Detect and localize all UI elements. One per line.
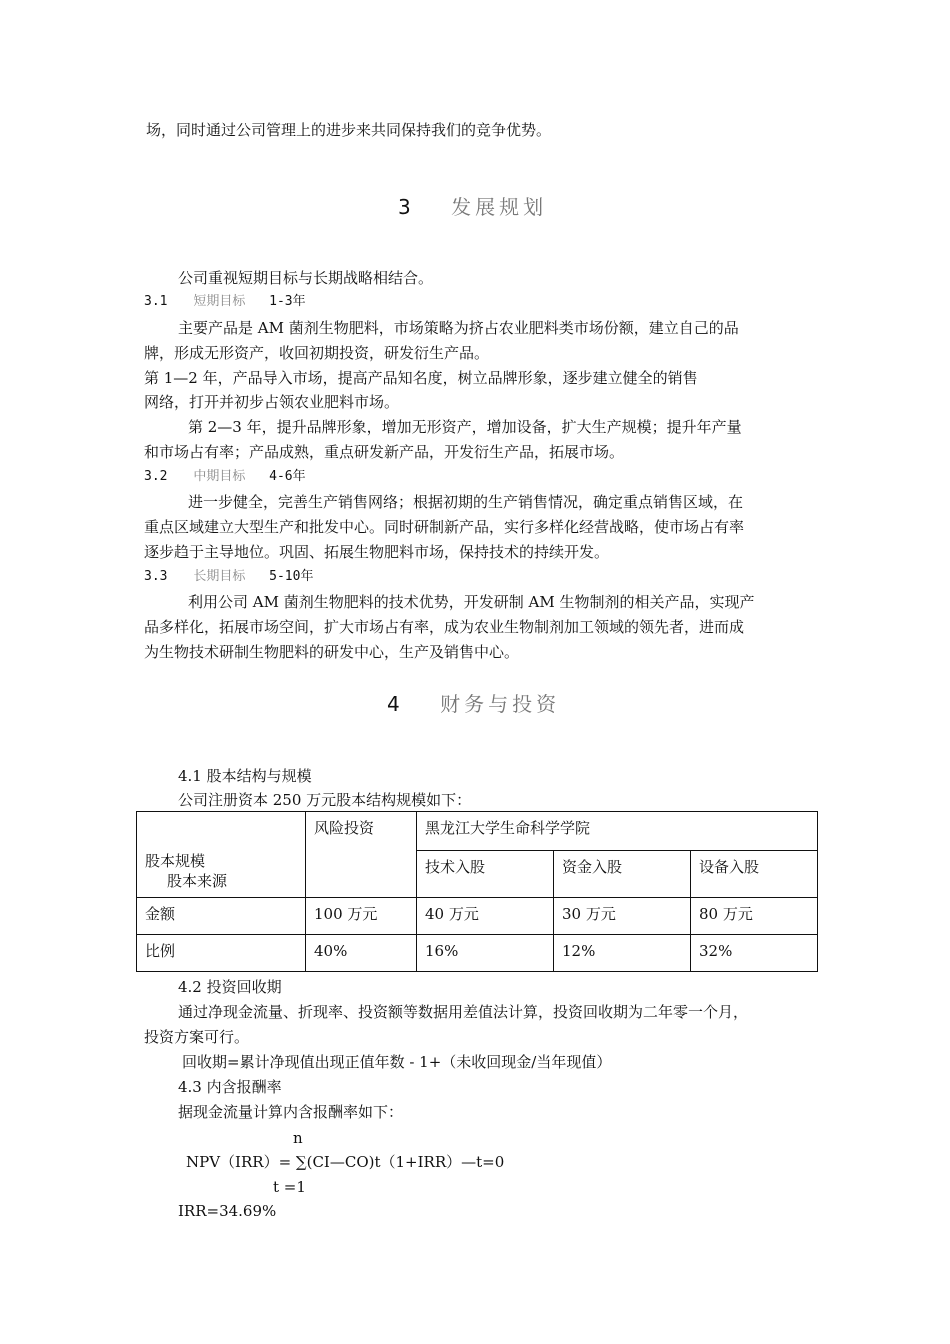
section-3-lead: 公司重视短期目标与长期战略相结合。 bbox=[178, 269, 434, 287]
subsection-3-2-heading bbox=[144, 467, 306, 487]
table-row bbox=[137, 898, 818, 935]
s31-p3-line1: 第 2—3 年，提升品牌形象，增加无形资产，增加设备，扩大生产规模；提升年产量 bbox=[188, 418, 742, 436]
table-cell: 40% bbox=[306, 935, 417, 972]
subsection-3-3-range: 5-10年 bbox=[269, 569, 314, 584]
subheader-tech: 技术入股 bbox=[417, 851, 554, 898]
s43-lead: 据现金流量计算内含报酬率如下： bbox=[178, 1103, 404, 1121]
corner-label-bottom: 股本来源 bbox=[167, 872, 228, 890]
subsection-3-3-label: 长期目标 bbox=[193, 569, 246, 584]
s31-p2-line2: 网络，打开并初步占领农业肥料市场。 bbox=[144, 393, 400, 411]
row-label-amount: 金额 bbox=[137, 898, 306, 935]
table-cell: 40 万元 bbox=[417, 898, 554, 935]
table-cell: 30 万元 bbox=[554, 898, 691, 935]
table-cell: 16% bbox=[417, 935, 554, 972]
table-cell: 100 万元 bbox=[306, 898, 417, 935]
subsection-3-3-number: 3.3 bbox=[144, 569, 168, 584]
s41-lead: 公司注册资本 250 万元股本结构规模如下： bbox=[178, 791, 472, 809]
s41-title: 4.1 股本结构与规模 bbox=[178, 767, 312, 785]
intro-line: 场，同时通过公司管理上的进步来共同保持我们的竞争优势。 bbox=[146, 121, 552, 139]
s31-p1-line1: 主要产品是 AM 菌剂生物肥料，市场策略为挤占农业肥料类市场份额，建立自己的品 bbox=[178, 319, 739, 337]
subsection-3-2-range: 4-6年 bbox=[269, 469, 306, 484]
npv-formula: NPV（IRR）= ∑(CI—CO)t（1+IRR）—t=0 bbox=[186, 1153, 505, 1171]
equity-table bbox=[136, 811, 818, 972]
subsection-3-3-heading bbox=[144, 567, 313, 587]
s32-line2: 重点区域建立大型生产和批发中心。同时研制新产品，实行多样化经营战略，使市场占有率 bbox=[144, 518, 745, 536]
s33-line1: 利用公司 AM 菌剂生物肥料的技术优势，开发研制 AM 生物制剂的相关产品，实现产 bbox=[188, 593, 755, 611]
subheader-cash: 资金入股 bbox=[554, 851, 691, 898]
table-cell: 32% bbox=[691, 935, 818, 972]
subheader-equipment: 设备入股 bbox=[691, 851, 818, 898]
s31-p2-line1: 第 1—2 年，产品导入市场，提高产品知名度，树立品牌形象，逐步建立健全的销售 bbox=[144, 369, 698, 387]
s43-title: 4.3 内含报酬率 bbox=[178, 1078, 282, 1096]
risk-investment-header: 风险投资 bbox=[306, 812, 417, 898]
table-cell: 12% bbox=[554, 935, 691, 972]
subsection-3-1-number: 3.1 bbox=[144, 294, 168, 309]
s32-line3: 逐步趋于主导地位。巩固、拓展生物肥料市场，保持技术的持续开发。 bbox=[144, 543, 610, 561]
s33-line3: 为生物技术研制生物肥料的研发中心，生产及销售中心。 bbox=[144, 643, 520, 661]
section-3-title: 发展规划 bbox=[451, 195, 548, 219]
section-4-title: 财务与投资 bbox=[440, 692, 561, 716]
s31-p1-line2: 牌，形成无形资产，收回初期投资，研发衍生产品。 bbox=[144, 344, 490, 362]
s32-line1: 进一步健全，完善生产销售网络；根据初期的生产销售情况，确定重点销售区域，在 bbox=[188, 493, 744, 511]
row-label-ratio: 比例 bbox=[137, 935, 306, 972]
subsection-3-2-number: 3.2 bbox=[144, 469, 168, 484]
irr-result: IRR=34.69% bbox=[178, 1202, 277, 1220]
subsection-3-1-label: 短期目标 bbox=[193, 294, 246, 309]
section-4-heading bbox=[387, 694, 560, 714]
subsection-3-1-heading bbox=[144, 292, 306, 312]
s42-title: 4.2 投资回收期 bbox=[178, 978, 282, 996]
corner-label-top: 股本规模 bbox=[145, 852, 206, 870]
subsection-3-2-label: 中期目标 bbox=[193, 469, 246, 484]
table-header-row bbox=[137, 812, 818, 851]
section-3-number: 3 bbox=[398, 195, 413, 219]
table-corner-cell bbox=[137, 812, 306, 898]
subsection-3-1-range: 1-3年 bbox=[269, 294, 306, 309]
university-header: 黑龙江大学生命科学学院 bbox=[417, 812, 818, 851]
section-4-number: 4 bbox=[387, 692, 402, 716]
s33-line2: 品多样化，拓展市场空间，扩大市场占有率，成为农业生物制剂加工领域的领先者，进而成 bbox=[144, 618, 745, 636]
s42-formula: 回收期=累计净现值出现正值年数 - 1+（未收回现金/当年现值） bbox=[182, 1053, 612, 1071]
s42-line2: 投资方案可行。 bbox=[144, 1028, 250, 1046]
section-3-heading bbox=[398, 197, 547, 217]
table-row bbox=[137, 935, 818, 972]
npv-lower-limit: t =1 bbox=[273, 1178, 306, 1196]
npv-upper-limit: n bbox=[293, 1129, 303, 1147]
s31-p3-line2: 和市场占有率；产品成熟，重点研发新产品，开发衍生产品，拓展市场。 bbox=[144, 443, 625, 461]
s42-line1: 通过净现金流量、折现率、投资额等数据用差值法计算，投资回收期为二年零一个月， bbox=[178, 1003, 749, 1021]
table-cell: 80 万元 bbox=[691, 898, 818, 935]
